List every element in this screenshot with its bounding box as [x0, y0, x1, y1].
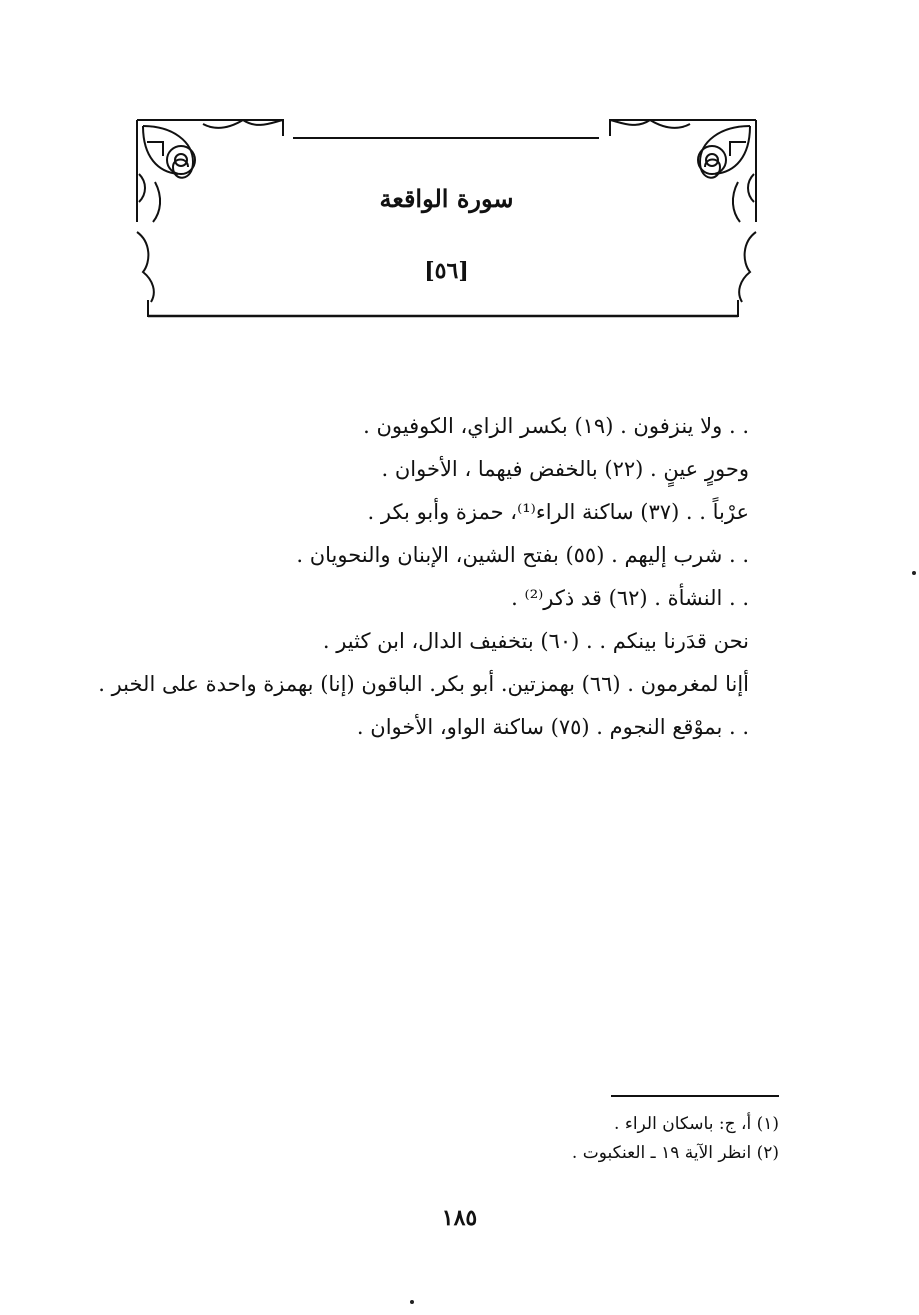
footnote-divider [611, 1095, 779, 1097]
text-line: وحورٍ عينٍ . (٢٢) بالخفض فيهما ، الأخوان . [381, 457, 749, 481]
text-line: . . ولا ينزفون . (١٩) بكسر الزاي، الكوفيون . [363, 414, 749, 438]
scan-speck [410, 1300, 414, 1304]
scan-speck [912, 571, 916, 575]
surah-title: سورة الواقعة [379, 184, 514, 213]
footnote: (١) أ، ج: باسكان الراء . [614, 1114, 779, 1134]
text-line: أإنا لمغرمون . (٦٦) بهمزتين. أبو بكر. الباقون (إنا) بهمزة واحدة على الخبر . [98, 672, 749, 696]
text-line: نحن قدَرنا بينكم . . (٦٠) بتخفيف الدال، ابن كثير . [322, 629, 749, 653]
footnote: (٢) انظر الآية ١٩ ـ العنكبوت . [571, 1143, 779, 1163]
surah-header-frame [133, 112, 760, 327]
text-line: . . شرب إليهم . (٥٥) بفتح الشين، الإبنان والنحويان . [296, 543, 749, 567]
ornamental-border [133, 112, 760, 327]
footnotes [359, 1110, 779, 1168]
commentary-text [69, 405, 749, 749]
text-line: . . النشأة . (٦٢) قد ذكر⁽²⁾ . [511, 586, 749, 610]
surah-number: [٥٦] [424, 258, 469, 284]
page-number: ١٨٥ [441, 1205, 478, 1231]
text-line: . . بموْقع النجوم . (٧٥) ساكنة الواو، الأخوان . [356, 715, 749, 739]
text-line: عرْباً . . (٣٧) ساكنة الراء⁽¹⁾، حمزة وأبو بكر . [367, 500, 749, 524]
